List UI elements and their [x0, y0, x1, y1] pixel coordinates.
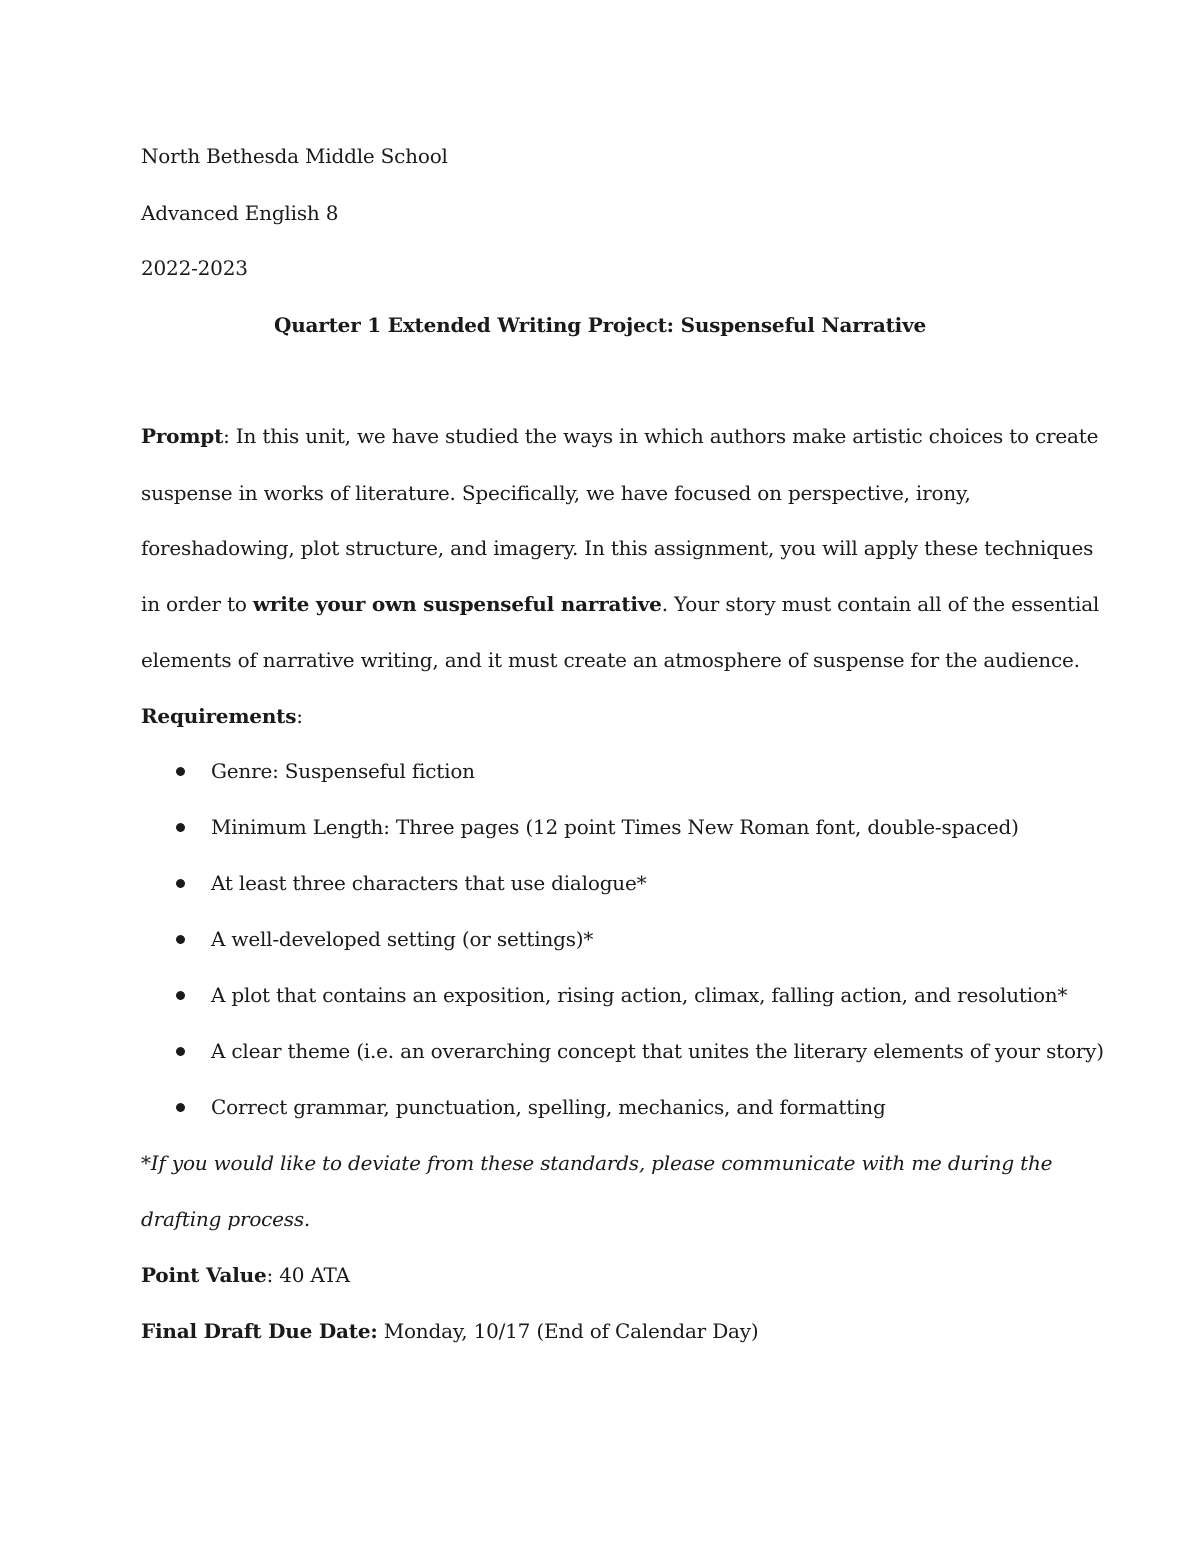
requirements-label: Requirements — [141, 704, 297, 728]
assignment-title: Quarter 1 Extended Writing Project: Suspenseful Narrative — [273, 313, 927, 337]
requirement-text: Minimum Length: Three pages (12 point Times New Roman font, double-spaced) — [211, 815, 1019, 839]
requirements-colon: : — [296, 704, 303, 728]
course-name: Advanced English 8 — [141, 201, 339, 225]
point-value — [141, 1261, 350, 1289]
note-line-1: *If you would like to deviate from these standards, please communicate with me during the — [141, 1151, 1053, 1175]
prompt-text-4a: in order to — [141, 592, 253, 616]
due-date-text: Monday, 10/17 (End of Calendar Day) — [377, 1319, 759, 1343]
bullet-icon — [176, 1103, 185, 1112]
due-date — [141, 1317, 758, 1345]
bullet-icon — [176, 1047, 185, 1056]
due-date-label: Final Draft Due Date: — [141, 1319, 378, 1343]
note-line-2: drafting process. — [141, 1207, 311, 1231]
requirement-text: A well-developed setting (or settings)* — [211, 927, 594, 951]
prompt-line-5: elements of narrative writing, and it must create an atmosphere of suspense for the audience. — [141, 648, 1080, 672]
prompt-line-1 — [141, 422, 1098, 450]
requirement-text: Genre: Suspenseful fiction — [211, 759, 475, 783]
prompt-line-2: suspense in works of literature. Specifically, we have focused on perspective, irony, — [141, 481, 971, 505]
requirements-heading — [141, 702, 303, 730]
requirement-text: At least three characters that use dialogue* — [211, 871, 647, 895]
point-value-label: Point Value — [141, 1263, 267, 1287]
prompt-text-1: : In this unit, we have studied the ways in which authors make artistic choices to create — [223, 424, 1099, 448]
prompt-label: Prompt — [141, 424, 224, 448]
prompt-emphasis: write your own suspenseful narrative — [252, 592, 662, 616]
requirement-text: Correct grammar, punctuation, spelling, mechanics, and formatting — [211, 1095, 886, 1119]
bullet-icon — [176, 767, 185, 776]
requirement-text: A plot that contains an exposition, rising action, climax, falling action, and resolution* — [211, 983, 1068, 1007]
point-value-text: : 40 ATA — [266, 1263, 350, 1287]
prompt-text-4b: . Your story must contain all of the essential — [661, 592, 1100, 616]
school-name: North Bethesda Middle School — [141, 144, 448, 168]
school-year: 2022-2023 — [141, 256, 248, 280]
bullet-icon — [176, 879, 185, 888]
prompt-line-4 — [141, 590, 1099, 618]
bullet-icon — [176, 935, 185, 944]
bullet-icon — [176, 991, 185, 1000]
requirement-text: A clear theme (i.e. an overarching concept that unites the literary elements of your story) — [211, 1039, 1104, 1063]
bullet-icon — [176, 823, 185, 832]
prompt-line-3: foreshadowing, plot structure, and imagery. In this assignment, you will apply these techniques — [141, 536, 1094, 560]
